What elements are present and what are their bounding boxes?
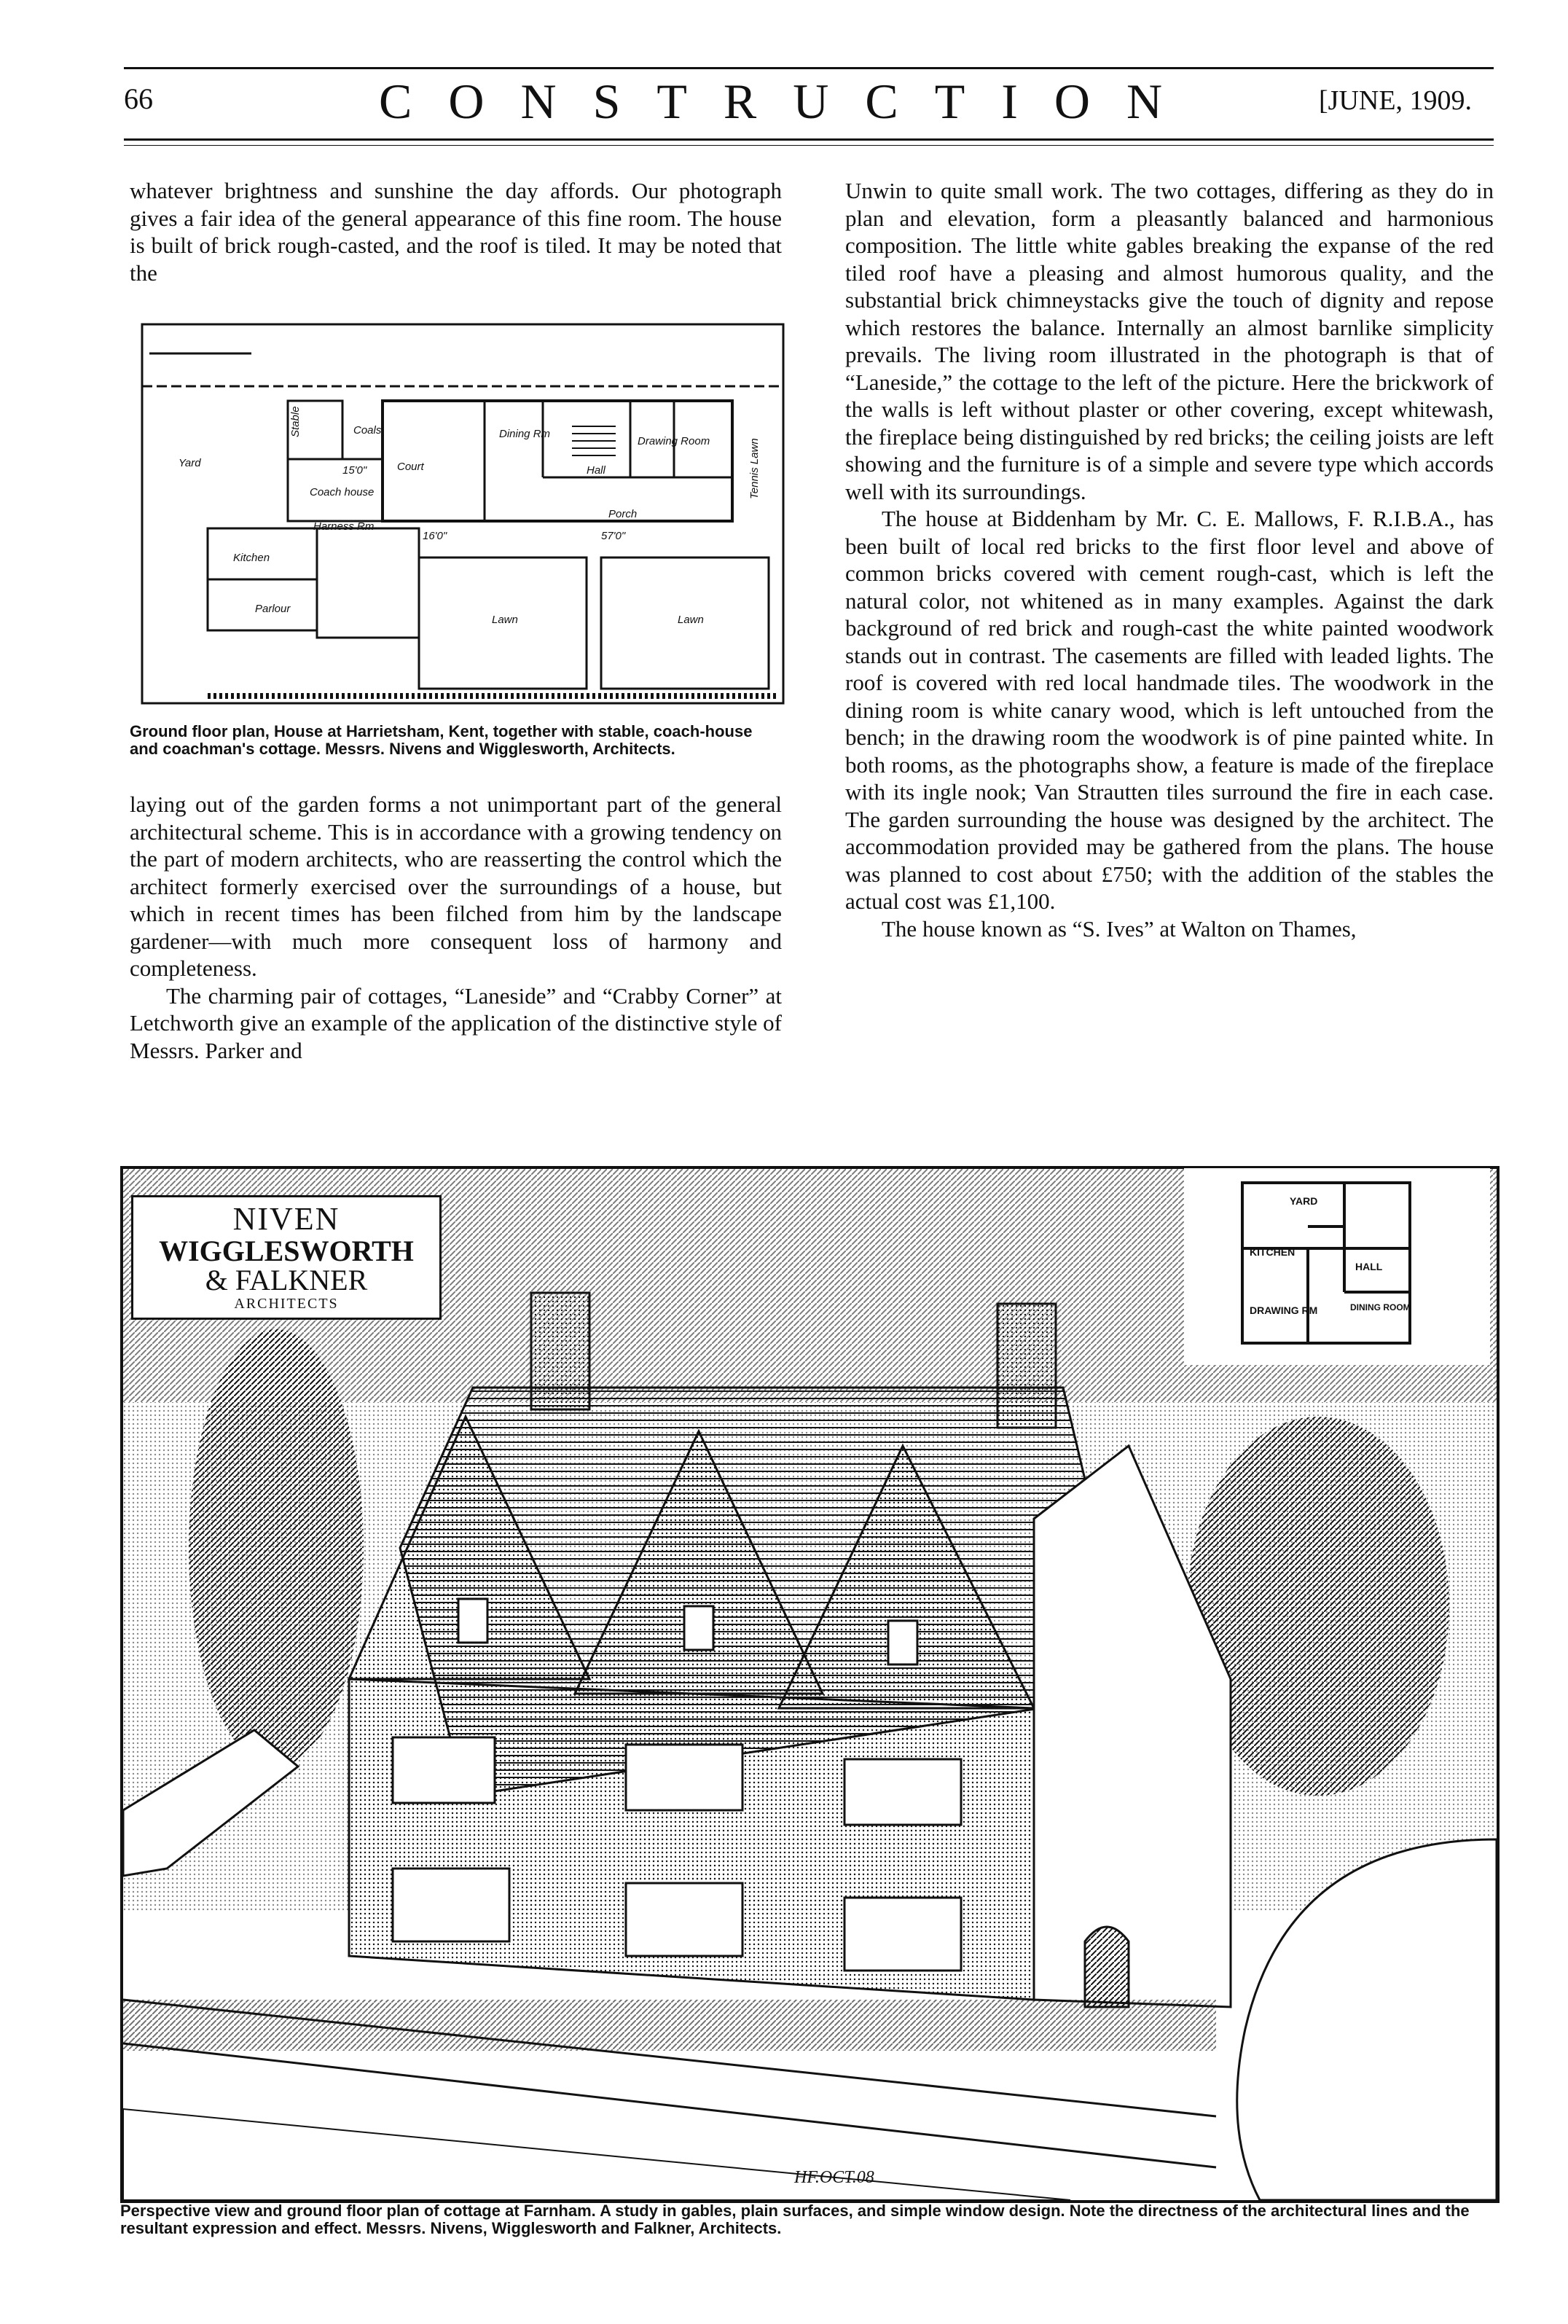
inset-label-yard: YARD — [1290, 1195, 1318, 1207]
plan-label-porch: Porch — [608, 508, 638, 520]
left-column-top — [130, 177, 782, 286]
figure-caption-perspective: Perspective view and ground floor plan of cottage at Farnham. A study in gables, plain surfaces, and simple window design. Note the directness of the architectural lines and the resultant expression and effect. Messrs. Nivens, Wigglesworth and Falkner, Architects. — [120, 2202, 1470, 2237]
plan-dimension: 57'0" — [601, 530, 626, 542]
logo-line: WIGGLESWORTH — [159, 1235, 414, 1267]
plan-label-stable: Stable — [289, 406, 302, 437]
header-top-rule — [124, 67, 1494, 69]
plan-label-dining-room: Dining Rm — [499, 428, 551, 440]
inset-label-dining-room: DINING ROOM — [1350, 1302, 1411, 1312]
artist-signature: HF.OCT.08 — [794, 2168, 874, 2187]
plan-label-harness-room: Harness Rm — [313, 520, 375, 533]
plan-label-hall: Hall — [587, 464, 605, 477]
paragraph: laying out of the garden forms a not unimportant part of the general architectural scheme. This is in accordance with a growing tendency on the part of modern architects, who are reasserting the control which the architect formerly exercised over the surroundings of a house, but which in recent times has been filched from him by the landscape gardener—with much more consequent loss of harmony and completeness. — [130, 791, 782, 981]
page-number: 66 — [124, 82, 153, 115]
plan-dimension: 16'0" — [423, 530, 447, 542]
plan-label-drawing-room: Drawing Room — [638, 435, 710, 447]
inset-label-hall: HALL — [1355, 1261, 1383, 1272]
paragraph: whatever brightness and sunshine the day affords. Our photograph gives a fair idea of the general appearance of this fine room. The house is built of brick rough-casted, and the roof is tiled. It may be noted that the — [130, 178, 782, 286]
inset-label-kitchen: KITCHEN — [1250, 1246, 1295, 1258]
plan-label-lawn: Lawn — [492, 614, 518, 626]
header-bottom-rule-thin — [124, 145, 1494, 146]
plan-label-yard: Yard — [179, 457, 201, 469]
plan-label-kitchen: Kitchen — [233, 552, 270, 564]
architects-logo — [131, 1195, 442, 1320]
logo-line: & FALKNER — [205, 1264, 368, 1296]
plan-label-coach-house: Coach house — [310, 486, 375, 498]
journal-title: CONSTRUCTION — [379, 74, 1199, 129]
inset-floor-plan — [1184, 1168, 1490, 1365]
paragraph: The charming pair of cottages, “Laneside” and “Crabby Corner” at Letchworth give an example of the application of the distinctive style of Messrs. Parker and — [130, 982, 782, 1063]
paragraph: Unwin to quite small work. The two cottages, differing as they do in plan and elevation, form a pleasantly balanced and harmonious composition. The little white gables breaking the expanse of the red tiled roof have a pleasing and almost humorous quality, and the substantial brick chimneystacks give the touch of dignity and repose which restores the balance. Internally an almost barnlike simplicity prevails. The living room illustrated in the photograph is that of “Laneside,” the cottage to the left of the picture. Here the brickwork of the walls is left without plaster or other covering, except whitewash, the fireplace being distinguished by red bricks; the ceiling joists are left showing and the furniture is of a simple and severe type which accords well with its surroundings. — [845, 178, 1494, 504]
plan-label-tennis-lawn: Tennis Lawn — [748, 438, 761, 499]
figure-caption-plan: Ground floor plan, House at Harrietsham, Kent, together with stable, coach-house and coachman's cottage. Messrs. Nivens and Wigglesworth, Architects. — [130, 722, 753, 758]
plan-dimension: 15'0" — [342, 464, 367, 477]
inset-label-drawing-room: DRAWING RM — [1250, 1304, 1318, 1316]
plan-label-parlour: Parlour — [255, 603, 291, 615]
paragraph: The house at Biddenham by Mr. C. E. Mallows, F. R.I.B.A., has been built of local red bricks to the first floor level and above of common bricks covered with cement rough-cast, which is left the natural color, not whitened as in many examples. Against the dark background of red brick and rough-cast the white painted woodwork stands out in contrast. The casements are filled with leaded lights. The roof is covered with red local handmade tiles. The woodwork in the dining room is white canary wood, which is left untouched from the bench; in the drawing room the woodwork is of pine painted white. In both rooms, as the photographs show, a feature is made of the fireplace with its ingle nook; Van Strautten tiles surround the fire in each case. The garden surrounding the house was designed by the architect. The accommodation provided may be gathered from the plans. The house was planned to cost about £750; with the addition of the stables the actual cost was £1,100. — [845, 506, 1494, 914]
logo-line: NIVEN — [232, 1201, 340, 1237]
logo-line: ARCHITECTS — [234, 1296, 339, 1312]
plan-label-lawn: Lawn — [678, 614, 704, 626]
issue-date: [JUNE, 1909. — [1319, 85, 1473, 116]
header-bottom-rule — [124, 138, 1494, 141]
floor-plan-harrietsham — [135, 317, 791, 718]
left-column-bottom — [130, 791, 782, 1064]
paragraph: The house known as “S. Ives” at Walton on Thames, — [882, 915, 1357, 942]
plan-label-court: Court — [397, 461, 424, 473]
right-column — [845, 177, 1494, 942]
plan-label-coals: Coals — [353, 424, 382, 437]
